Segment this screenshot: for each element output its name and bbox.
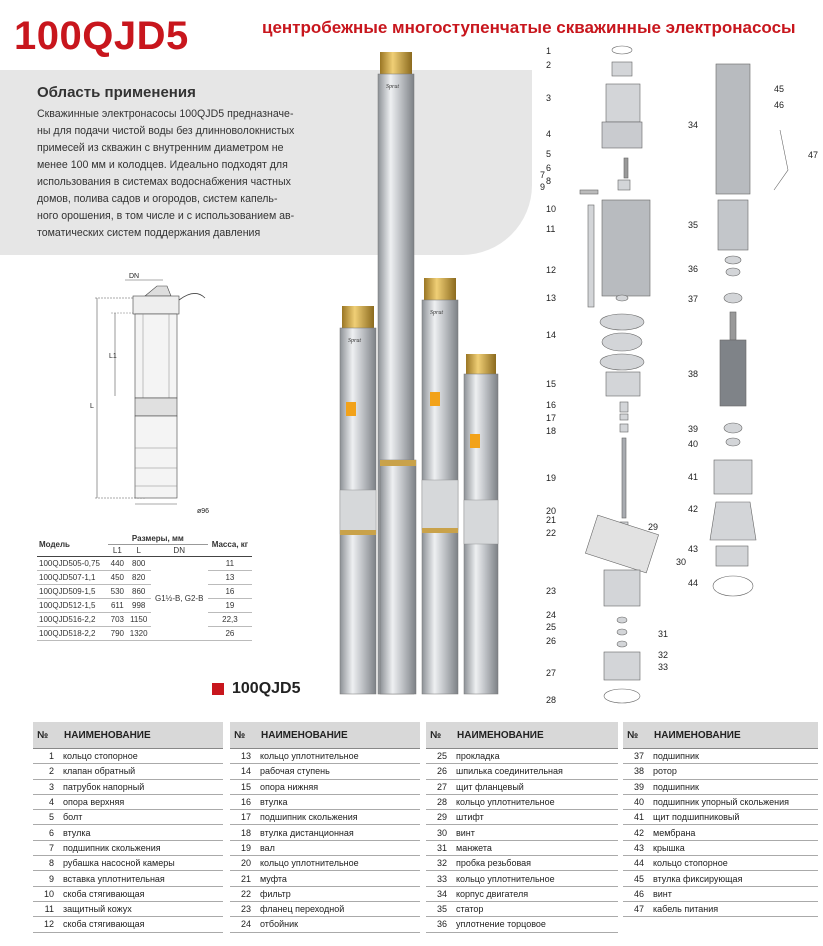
table-row	[426, 779, 618, 794]
table-row	[33, 794, 223, 809]
part-number: 11	[33, 901, 60, 916]
callout-label: 32	[658, 650, 669, 660]
part-number: 24	[230, 917, 257, 932]
part-name: кольцо стопорное	[650, 856, 818, 871]
table-row	[230, 749, 420, 764]
table-row	[623, 764, 818, 779]
table-row	[623, 901, 818, 916]
part-name: шпилька соединительная	[453, 764, 618, 779]
callout-label: 9	[540, 182, 546, 192]
part-name: кольцо стопорное	[60, 749, 223, 764]
part-number: 36	[426, 917, 453, 932]
part-number: 41	[623, 810, 650, 825]
model-cell: 100QJD509-1,5	[37, 585, 108, 599]
part-name: подшипник	[650, 749, 818, 764]
l-cell: 1150	[127, 613, 151, 627]
mass-cell: 22,3	[208, 613, 252, 627]
callout-label: 41	[688, 472, 699, 482]
table-row	[426, 794, 618, 809]
l-cell: 820	[127, 571, 151, 585]
callout-label: 7	[540, 170, 546, 180]
table-row	[230, 779, 420, 794]
product-label: 100QJD5	[232, 680, 301, 697]
l1-cell: 703	[108, 613, 127, 627]
callout-label: 25	[546, 622, 557, 632]
callout-label: 18	[546, 426, 557, 436]
callout-label: 47	[808, 150, 819, 160]
part-number: 18	[230, 825, 257, 840]
spec-table	[37, 533, 252, 641]
l-cell: 998	[127, 599, 151, 613]
part-name: рубашка насосной камеры	[60, 856, 223, 871]
l1-cell: 450	[108, 571, 127, 585]
callout-label: 22	[546, 528, 557, 538]
part-name: фланец переходной	[257, 901, 420, 916]
part-number: 21	[230, 871, 257, 886]
part-number: 47	[623, 901, 650, 916]
part-number: 39	[623, 779, 650, 794]
part-number: 38	[623, 764, 650, 779]
callout-label: 39	[688, 424, 699, 434]
table-row	[37, 585, 252, 599]
part-name: подшипник скольжения	[60, 840, 223, 855]
part-number: 4	[33, 794, 60, 809]
table-row	[230, 794, 420, 809]
callout-label: 23	[546, 586, 557, 596]
callout-label: 11	[546, 224, 556, 234]
callout-label: 19	[546, 473, 557, 483]
part-number: 46	[623, 886, 650, 901]
parts-table-2	[230, 722, 420, 933]
mass-cell: 11	[208, 557, 252, 571]
callout-label: 5	[546, 149, 552, 159]
l1-cell: 790	[108, 627, 127, 641]
model-cell: 100QJD507-1,1	[37, 571, 108, 585]
table-row	[426, 917, 618, 932]
model-cell: 100QJD512-1,5	[37, 599, 108, 613]
table-row	[230, 840, 420, 855]
callout-label: 17	[546, 413, 557, 423]
col-mass-header: Масса, кг	[208, 533, 252, 557]
part-name: подшипник	[650, 779, 818, 794]
col-dn-header: DN	[151, 545, 208, 557]
part-number: 10	[33, 886, 60, 901]
part-number: 17	[230, 810, 257, 825]
num-header: №	[33, 722, 60, 749]
callout-label: 15	[546, 379, 557, 389]
part-name: защитный кожух	[60, 901, 223, 916]
part-number: 34	[426, 886, 453, 901]
part-number: 32	[426, 856, 453, 871]
l1-cell: 440	[108, 557, 127, 571]
pump-left	[340, 306, 376, 694]
part-number: 45	[623, 871, 650, 886]
callout-label: 4	[546, 129, 552, 139]
callout-label: 44	[688, 578, 699, 588]
model-cell: 100QJD518-2,2	[37, 627, 108, 641]
l1-cell: 611	[108, 599, 127, 613]
part-name: втулка	[257, 794, 420, 809]
table-row	[623, 840, 818, 855]
table-row	[426, 810, 618, 825]
table-row	[426, 749, 618, 764]
table-row	[623, 749, 818, 764]
part-name: патрубок напорный	[60, 779, 223, 794]
table-row	[230, 764, 420, 779]
part-name: подшипник скольжения	[257, 810, 420, 825]
part-number: 19	[230, 840, 257, 855]
part-name: втулка фиксирующая	[650, 871, 818, 886]
parts-table-4	[623, 722, 818, 917]
application-line: менее 100 мм и колодцев. Идеально подходят для	[37, 159, 288, 171]
application-text	[37, 106, 322, 242]
num-header: №	[426, 722, 453, 749]
mass-cell: 26	[208, 627, 252, 641]
table-row	[37, 599, 252, 613]
part-name: корпус двигателя	[453, 886, 618, 901]
table-row	[33, 871, 223, 886]
part-number: 12	[33, 917, 60, 932]
brand-logo: Sprut	[386, 84, 400, 90]
application-line: ны для подачи чистой воды без длинноволокнистых	[37, 125, 295, 137]
part-name: муфта	[257, 871, 420, 886]
part-name: кольцо уплотнительное	[257, 749, 420, 764]
part-name: уплотнение торцовое	[453, 917, 618, 932]
part-name: рабочая ступень	[257, 764, 420, 779]
part-name: вал	[257, 840, 420, 855]
table-row	[33, 810, 223, 825]
part-name: ротор	[650, 764, 818, 779]
part-number: 8	[33, 856, 60, 871]
application-line: ного орошения, в том числе и с использованием ав-	[37, 210, 295, 222]
table-row	[33, 749, 223, 764]
part-number: 29	[426, 810, 453, 825]
table-row	[33, 764, 223, 779]
table-row	[426, 825, 618, 840]
table-row	[426, 856, 618, 871]
callout-label: 27	[546, 668, 557, 678]
table-row	[623, 871, 818, 886]
callout-label: 20	[546, 506, 557, 516]
table-row	[37, 557, 252, 571]
part-number: 40	[623, 794, 650, 809]
callout-label: 29	[648, 522, 659, 532]
name-header: НАИМЕНОВАНИЕ	[60, 722, 223, 749]
l-cell: 1320	[127, 627, 151, 641]
table-row	[623, 794, 818, 809]
callout-label: 46	[774, 100, 785, 110]
table-row	[623, 825, 818, 840]
table-row	[623, 856, 818, 871]
part-name: мембрана	[650, 825, 818, 840]
callout-label: 28	[546, 695, 557, 705]
application-line: томатических систем поддержания давления	[37, 227, 261, 239]
mass-cell: 19	[208, 599, 252, 613]
table-row	[426, 764, 618, 779]
application-line: Скважинные электронасосы 100QJD5 предназначе-	[37, 108, 294, 120]
callout-label: 40	[688, 439, 699, 449]
part-number: 23	[230, 901, 257, 916]
part-name: опора верхняя	[60, 794, 223, 809]
table-row	[33, 825, 223, 840]
table-row	[230, 810, 420, 825]
part-number: 28	[426, 794, 453, 809]
callout-label: 36	[688, 264, 699, 274]
l-cell: 860	[127, 585, 151, 599]
part-number: 7	[33, 840, 60, 855]
num-header: №	[230, 722, 257, 749]
dn-cell: G1½-B, G2-B	[151, 557, 208, 641]
part-number: 31	[426, 840, 453, 855]
part-name: щит фланцевый	[453, 779, 618, 794]
callout-label: 37	[688, 294, 699, 304]
part-name: крышка	[650, 840, 818, 855]
table-row	[230, 901, 420, 916]
part-name: кольцо уплотнительное	[257, 856, 420, 871]
table-row	[230, 825, 420, 840]
part-name: кольцо уплотнительное	[453, 794, 618, 809]
dimension-drawing	[85, 268, 235, 518]
callout-label: 30	[676, 557, 687, 567]
table-row	[426, 871, 618, 886]
part-name: втулка дистанционная	[257, 825, 420, 840]
part-name: щит подшипниковый	[650, 810, 818, 825]
part-number: 26	[426, 764, 453, 779]
model-marker	[212, 683, 224, 695]
part-number: 14	[230, 764, 257, 779]
table-row	[230, 871, 420, 886]
brand-logo: Sprut	[430, 310, 444, 316]
application-line: использования в системах водоснабжения частных	[37, 176, 291, 188]
callout-label: 13	[546, 293, 557, 303]
exploded-callouts	[540, 46, 818, 705]
callout-label: 26	[546, 636, 557, 646]
table-row	[33, 840, 223, 855]
table-row	[33, 779, 223, 794]
part-name: отбойник	[257, 917, 420, 932]
col-sizes-header: Размеры, мм	[108, 533, 208, 545]
name-header: НАИМЕНОВАНИЕ	[650, 722, 818, 749]
part-number: 37	[623, 749, 650, 764]
l1-label: L1	[109, 353, 117, 360]
part-name: штифт	[453, 810, 618, 825]
callout-label: 3	[546, 93, 552, 103]
parts-table-1	[33, 722, 223, 933]
part-number: 9	[33, 871, 60, 886]
callout-label: 24	[546, 610, 557, 620]
dn-label: DN	[129, 273, 140, 280]
page-subtitle: центробежные многоступенчатые скважинные электронасосы	[262, 18, 796, 37]
callout-label: 14	[546, 330, 557, 340]
exploded-view-diagram	[530, 40, 820, 715]
col-l1-header: L1	[108, 545, 127, 557]
callout-label: 43	[688, 544, 699, 554]
part-number: 42	[623, 825, 650, 840]
part-number: 2	[33, 764, 60, 779]
table-row	[37, 627, 252, 641]
callout-label: 21	[546, 515, 557, 525]
mass-cell: 13	[208, 571, 252, 585]
callout-label: 42	[688, 504, 699, 514]
callout-label: 34	[688, 120, 699, 130]
callout-label: 38	[688, 369, 699, 379]
part-number: 43	[623, 840, 650, 855]
table-row	[623, 886, 818, 901]
callout-label: 8	[546, 176, 552, 186]
name-header: НАИМЕНОВАНИЕ	[257, 722, 420, 749]
mass-cell: 16	[208, 585, 252, 599]
part-name: прокладка	[453, 749, 618, 764]
name-header: НАИМЕНОВАНИЕ	[453, 722, 618, 749]
part-name: винт	[453, 825, 618, 840]
model-cell: 100QJD505-0,75	[37, 557, 108, 571]
table-row	[230, 917, 420, 932]
part-number: 30	[426, 825, 453, 840]
pump-front	[380, 460, 416, 694]
table-row	[623, 779, 818, 794]
part-number: 6	[33, 825, 60, 840]
part-number: 1	[33, 749, 60, 764]
part-number: 25	[426, 749, 453, 764]
callout-label: 2	[546, 60, 552, 70]
table-row	[37, 613, 252, 627]
part-name: подшипник упорный скольжения	[650, 794, 818, 809]
l-cell: 800	[127, 557, 151, 571]
model-cell: 100QJD516-2,2	[37, 613, 108, 627]
num-header: №	[623, 722, 650, 749]
l-label: L	[90, 403, 94, 410]
table-row	[230, 856, 420, 871]
brand-logo: Sprut	[348, 338, 362, 344]
part-name: кабель питания	[650, 901, 818, 916]
part-name: болт	[60, 810, 223, 825]
table-row	[230, 886, 420, 901]
callout-label: 45	[774, 84, 785, 94]
part-name: скоба стягивающая	[60, 886, 223, 901]
pump-small	[464, 354, 498, 694]
part-number: 3	[33, 779, 60, 794]
part-name: втулка	[60, 825, 223, 840]
callout-label: 31	[658, 629, 669, 639]
application-line: домов, полива садов и огородов, систем капель-	[37, 193, 278, 205]
callout-label: 6	[546, 163, 552, 173]
application-line: примесей из скважин с внутренним диаметром не	[37, 142, 284, 154]
part-name: фильтр	[257, 886, 420, 901]
part-number: 27	[426, 779, 453, 794]
table-row	[37, 571, 252, 585]
callout-label: 12	[546, 265, 557, 275]
part-name: статор	[453, 901, 618, 916]
part-number: 44	[623, 856, 650, 871]
table-row	[33, 886, 223, 901]
part-name: винт	[650, 886, 818, 901]
table-row	[426, 840, 618, 855]
part-name: вставка уплотнительная	[60, 871, 223, 886]
callout-label: 33	[658, 662, 669, 672]
pump-right	[422, 278, 458, 694]
table-row	[33, 917, 223, 932]
diameter-label: ø96	[197, 508, 210, 515]
part-name: манжета	[453, 840, 618, 855]
callout-label: 1	[546, 46, 552, 56]
part-name: скоба стягивающая	[60, 917, 223, 932]
callout-label: 16	[546, 400, 557, 410]
part-number: 13	[230, 749, 257, 764]
part-number: 5	[33, 810, 60, 825]
page-title: 100QJD5	[14, 14, 189, 58]
part-name: пробка резьбовая	[453, 856, 618, 871]
col-model-header: Модель	[37, 533, 108, 557]
callout-label: 35	[688, 220, 699, 230]
part-name: опора нижняя	[257, 779, 420, 794]
table-row	[426, 901, 618, 916]
table-row	[426, 886, 618, 901]
parts-table-3	[426, 722, 618, 933]
table-row	[33, 901, 223, 916]
part-number: 16	[230, 794, 257, 809]
application-heading: Область применения	[37, 84, 196, 101]
part-name: кольцо уплотнительное	[453, 871, 618, 886]
part-number: 20	[230, 856, 257, 871]
callout-label: 10	[546, 204, 557, 214]
part-number: 35	[426, 901, 453, 916]
l1-cell: 530	[108, 585, 127, 599]
part-number: 22	[230, 886, 257, 901]
part-number: 33	[426, 871, 453, 886]
part-number: 15	[230, 779, 257, 794]
table-row	[623, 810, 818, 825]
part-name: клапан обратный	[60, 764, 223, 779]
table-row	[33, 856, 223, 871]
col-l-header: L	[127, 545, 151, 557]
pump-product-photo	[320, 40, 530, 700]
